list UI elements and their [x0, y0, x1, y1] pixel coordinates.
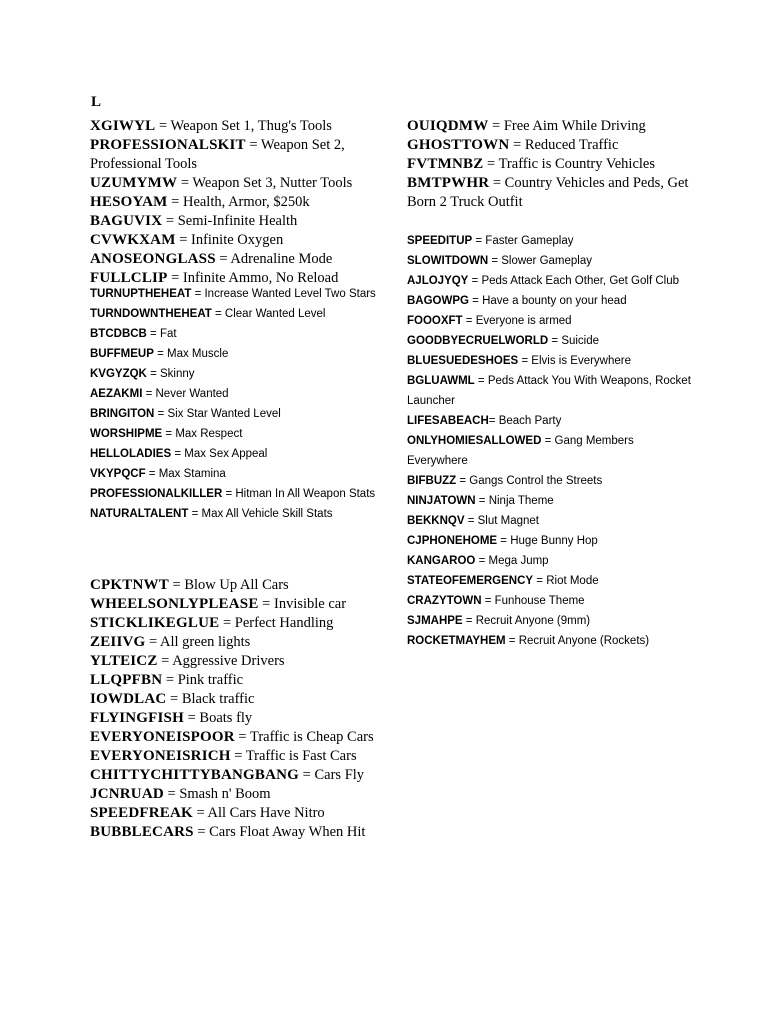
- cheat-description: Funhouse Theme: [494, 595, 585, 607]
- cheat-description: Elvis is Everywhere: [531, 355, 631, 367]
- cheat-description: Fat: [159, 328, 177, 340]
- cheat-description: Hitman In All Weapon Stats: [235, 488, 376, 500]
- cheat-entry: KVGYZQK = Skinny: [90, 368, 195, 380]
- cheat-entry: BEKKNQV = Slut Magnet: [407, 515, 539, 527]
- cheat-entry: IOWDLAC = Black traffic: [90, 691, 255, 707]
- cheat-description: Everyone is armed: [475, 315, 572, 327]
- cheat-description: Health, Armor, $250k: [182, 194, 310, 210]
- left-serif-bottom-list: [90, 576, 380, 842]
- cheat-code: NATURALTALENT: [90, 508, 189, 520]
- cheat-entry: FULLCLIP = Infinite Ammo, No Reload: [90, 270, 339, 286]
- cheat-entry: XGIWYL = Weapon Set 1, Thug's Tools: [90, 118, 332, 134]
- cheat-code: HESOYAM: [90, 194, 168, 210]
- cheat-entry: LLQPFBN = Pink traffic: [90, 672, 244, 688]
- cheat-entry: TURNDOWNTHEHEAT = Clear Wanted Level: [90, 308, 326, 320]
- cheat-description: Infinite Oxygen: [191, 232, 284, 248]
- cheat-code: SPEEDFREAK: [90, 805, 193, 821]
- cheat-code: TURNUPTHEHEAT: [90, 288, 192, 300]
- cheat-code: HELLOLADIES: [90, 448, 172, 460]
- cheat-entry: UZUMYMW = Weapon Set 3, Nutter Tools: [90, 175, 353, 191]
- cheat-description: Weapon Set 3, Nutter Tools: [192, 175, 353, 191]
- cheat-description: Beach Party: [498, 415, 562, 427]
- cheat-description: Slut Magnet: [477, 515, 539, 527]
- cheat-entry: ONLYHOMIESALLOWED = Gang Members Everywhere: [407, 435, 634, 467]
- cheat-code: KANGAROO: [407, 555, 476, 567]
- cheat-code: CPKTNWT: [90, 577, 169, 593]
- cheat-code: LLQPFBN: [90, 672, 163, 688]
- cheat-code: OUIQDMW: [407, 118, 489, 134]
- cheat-entry: TURNUPTHEHEAT = Increase Wanted Level Two Stars: [90, 288, 376, 300]
- cheat-entry: PROFESSIONALKILLER = Hitman In All Weapon Stats: [90, 488, 376, 500]
- cheat-entry: PROFESSIONALSKIT = Weapon Set 2, Professional Tools: [90, 137, 345, 172]
- cheat-code: EVERYONEISPOOR: [90, 729, 235, 745]
- cheat-entry: CRAZYTOWN = Funhouse Theme: [407, 595, 585, 607]
- cheat-code: BIFBUZZ: [407, 475, 457, 487]
- cheat-description: Smash n' Boom: [179, 786, 271, 802]
- cheat-entry: NATURALTALENT = Max All Vehicle Skill Stats: [90, 508, 333, 520]
- cheat-code: TURNDOWNTHEHEAT: [90, 308, 212, 320]
- cheat-code: SJMAHPE: [407, 615, 463, 627]
- cheat-description: Weapon Set 1, Thug's Tools: [170, 118, 332, 134]
- cheat-description: Aggressive Drivers: [172, 653, 285, 669]
- cheat-code: WHEELSONLYPLEASE: [90, 596, 259, 612]
- cheat-entry: HELLOLADIES = Max Sex Appeal: [90, 448, 268, 460]
- cheat-code: GHOSTTOWN: [407, 137, 510, 153]
- cheat-description: All Cars Have Nitro: [207, 805, 325, 821]
- cheat-entry: BLUESUEDESHOES = Elvis is Everywhere: [407, 355, 631, 367]
- cheat-code: PROFESSIONALKILLER: [90, 488, 223, 500]
- cheat-description: Recruit Anyone (Rockets): [518, 635, 650, 647]
- cheat-code: STICKLIKEGLUE: [90, 615, 220, 631]
- cheat-description: Max Respect: [175, 428, 243, 440]
- cheat-description: Cars Float Away When Hit: [209, 824, 366, 840]
- cheat-code: BTCDBCB: [90, 328, 147, 340]
- cheat-entry: AJLOJYQY = Peds Attack Each Other, Get Golf Club: [407, 275, 679, 287]
- cheat-description: Suicide: [561, 335, 600, 347]
- cheat-description: Boats fly: [199, 710, 253, 726]
- right-sans-list: [407, 231, 697, 651]
- cheat-entry: SLOWITDOWN = Slower Gameplay: [407, 255, 592, 267]
- cheat-entry: JCNRUAD = Smash n' Boom: [90, 786, 271, 802]
- cheat-description: Max All Vehicle Skill Stats: [201, 508, 333, 520]
- cheat-description: Max Sex Appeal: [184, 448, 268, 460]
- page-letter-heading: L: [91, 94, 102, 110]
- cheat-entry: WHEELSONLYPLEASE = Invisible car: [90, 596, 347, 612]
- cheat-code: SPEEDITUP: [407, 235, 473, 247]
- cheat-description: Invisible car: [273, 596, 347, 612]
- cheat-entry: OUIQDMW = Free Aim While Driving: [407, 118, 646, 134]
- cheat-description: Slower Gameplay: [501, 255, 592, 267]
- cheat-description: Riot Mode: [546, 575, 599, 587]
- cheat-code: SLOWITDOWN: [407, 255, 489, 267]
- left-sans-list: [90, 284, 380, 524]
- cheat-description: Weapon Set 2, Professional Tools: [90, 137, 345, 172]
- cheat-entry: LIFESABEACH= Beach Party: [407, 415, 562, 427]
- cheat-entry: BIFBUZZ = Gangs Control the Streets: [407, 475, 603, 487]
- cheat-entry: NINJATOWN = Ninja Theme: [407, 495, 554, 507]
- cheat-description: Increase Wanted Level Two Stars: [204, 288, 376, 300]
- cheat-entry: YLTEICZ = Aggressive Drivers: [90, 653, 285, 669]
- cheat-code: BEKKNQV: [407, 515, 465, 527]
- cheat-description: Faster Gameplay: [485, 235, 574, 247]
- cheat-code: PROFESSIONALSKIT: [90, 137, 246, 153]
- cheat-entry: STICKLIKEGLUE = Perfect Handling: [90, 615, 334, 631]
- cheat-entry: AEZAKMI = Never Wanted: [90, 388, 229, 400]
- left-serif-top-list: [90, 117, 380, 288]
- cheat-description: Skinny: [159, 368, 195, 380]
- cheat-code: BAGOWPG: [407, 295, 469, 307]
- cheat-code: CVWKXAM: [90, 232, 176, 248]
- cheat-description: Traffic is Country Vehicles: [498, 156, 655, 172]
- cheat-entry: BGLUAWML = Peds Attack You With Weapons, Rocket Launcher: [407, 375, 691, 407]
- cheat-entry: STATEOFEMERGENCY = Riot Mode: [407, 575, 599, 587]
- cheat-code: ANOSEONGLASS: [90, 251, 216, 267]
- cheat-description: Never Wanted: [155, 388, 229, 400]
- cheat-description: Ninja Theme: [488, 495, 554, 507]
- cheat-entry: SJMAHPE = Recruit Anyone (9mm): [407, 615, 591, 627]
- cheat-entry: VKYPQCF = Max Stamina: [90, 468, 226, 480]
- cheat-entry: ZEIIVG = All green lights: [90, 634, 251, 650]
- cheat-code: WORSHIPME: [90, 428, 163, 440]
- cheat-description: Traffic is Cheap Cars: [249, 729, 374, 745]
- cheat-code: GOODBYECRUELWORLD: [407, 335, 549, 347]
- cheat-code: CJPHONEHOME: [407, 535, 498, 547]
- cheat-description: Country Vehicles and Peds, Get Born 2 Truck Outfit: [407, 175, 689, 210]
- cheat-description: Adrenaline Mode: [230, 251, 333, 267]
- cheat-entry: FLYINGFISH = Boats fly: [90, 710, 253, 726]
- right-serif-list: [407, 117, 697, 212]
- cheat-entry: FOOOXFT = Everyone is armed: [407, 315, 572, 327]
- cheat-entry: BUFFMEUP = Max Muscle: [90, 348, 229, 360]
- cheat-description: Black traffic: [181, 691, 255, 707]
- cheat-entry: CPKTNWT = Blow Up All Cars: [90, 577, 289, 593]
- cheat-code: STATEOFEMERGENCY: [407, 575, 534, 587]
- cheat-entry: KANGAROO = Mega Jump: [407, 555, 549, 567]
- cheat-code: YLTEICZ: [90, 653, 158, 669]
- cheat-code: EVERYONEISRICH: [90, 748, 231, 764]
- cheat-entry: ROCKETMAYHEM = Recruit Anyone (Rockets): [407, 635, 650, 647]
- cheat-code: ZEIIVG: [90, 634, 146, 650]
- cheat-description: Blow Up All Cars: [184, 577, 289, 593]
- cheat-code: AJLOJYQY: [407, 275, 469, 287]
- cheat-code: ONLYHOMIESALLOWED: [407, 435, 542, 447]
- cheat-description: Max Muscle: [167, 348, 229, 360]
- cheat-entry: SPEEDFREAK = All Cars Have Nitro: [90, 805, 325, 821]
- cheat-code: CHITTYCHITTYBANGBANG: [90, 767, 300, 783]
- cheat-entry: GOODBYECRUELWORLD = Suicide: [407, 335, 600, 347]
- cheat-entry: BMTPWHR = Country Vehicles and Peds, Get Born 2 Truck Outfit: [407, 175, 689, 210]
- cheat-entry: CHITTYCHITTYBANGBANG = Cars Fly: [90, 767, 365, 783]
- cheat-code: AEZAKMI: [90, 388, 143, 400]
- cheat-code: ROCKETMAYHEM: [407, 635, 506, 647]
- cheat-code: JCNRUAD: [90, 786, 164, 802]
- cheat-description: Peds Attack Each Other, Get Golf Club: [481, 275, 679, 287]
- cheat-entry: SPEEDITUP = Faster Gameplay: [407, 235, 574, 247]
- cheat-entry: BTCDBCB = Fat: [90, 328, 177, 340]
- cheat-code: BUBBLECARS: [90, 824, 194, 840]
- cheat-description: Infinite Ammo, No Reload: [182, 270, 339, 286]
- cheat-description: Cars Fly: [314, 767, 365, 783]
- cheat-description: Max Stamina: [158, 468, 226, 480]
- cheat-entry: BAGOWPG = Have a bounty on your head: [407, 295, 627, 307]
- cheat-description: Peds Attack You With Weapons, Rocket Launcher: [407, 375, 691, 407]
- cheat-description: Mega Jump: [488, 555, 549, 567]
- cheat-code: CRAZYTOWN: [407, 595, 482, 607]
- cheat-description: Pink traffic: [177, 672, 244, 688]
- cheat-description: Recruit Anyone (9mm): [475, 615, 591, 627]
- cheat-entry: CJPHONEHOME = Huge Bunny Hop: [407, 535, 598, 547]
- cheat-description: Huge Bunny Hop: [510, 535, 598, 547]
- cheat-description: Traffic is Fast Cars: [245, 748, 357, 764]
- cheat-entry: HESOYAM = Health, Armor, $250k: [90, 194, 310, 210]
- cheat-entry: FVTMNBZ = Traffic is Country Vehicles: [407, 156, 655, 172]
- cheat-description: Reduced Traffic: [524, 137, 619, 153]
- cheat-code: FULLCLIP: [90, 270, 168, 286]
- cheat-code: BGLUAWML: [407, 375, 475, 387]
- cheat-description: All green lights: [160, 634, 251, 650]
- cheat-description: Semi-Infinite Health: [177, 213, 298, 229]
- cheat-code: KVGYZQK: [90, 368, 147, 380]
- cheat-entry: WORSHIPME = Max Respect: [90, 428, 243, 440]
- cheat-code: FOOOXFT: [407, 315, 463, 327]
- cheat-entry: EVERYONEISRICH = Traffic is Fast Cars: [90, 748, 357, 764]
- cheat-description: Gangs Control the Streets: [469, 475, 603, 487]
- cheat-code: BMTPWHR: [407, 175, 490, 191]
- cheat-code: FLYINGFISH: [90, 710, 184, 726]
- cheat-entry: CVWKXAM = Infinite Oxygen: [90, 232, 284, 248]
- cheat-code: IOWDLAC: [90, 691, 167, 707]
- cheat-description: Perfect Handling: [234, 615, 334, 631]
- cheat-description: Six Star Wanted Level: [167, 408, 281, 420]
- cheat-description: Have a bounty on your head: [482, 295, 627, 307]
- cheat-entry: GHOSTTOWN = Reduced Traffic: [407, 137, 619, 153]
- cheat-entry: BRINGITON = Six Star Wanted Level: [90, 408, 281, 420]
- cheat-description: Free Aim While Driving: [503, 118, 646, 134]
- cheat-code: UZUMYMW: [90, 175, 178, 191]
- cheat-code: LIFESABEACH: [407, 415, 489, 427]
- cheat-code: XGIWYL: [90, 118, 156, 134]
- cheat-entry: BAGUVIX = Semi-Infinite Health: [90, 213, 298, 229]
- cheat-code: BUFFMEUP: [90, 348, 154, 360]
- cheat-code: BLUESUEDESHOES: [407, 355, 519, 367]
- cheat-code: FVTMNBZ: [407, 156, 484, 172]
- cheat-entry: EVERYONEISPOOR = Traffic is Cheap Cars: [90, 729, 374, 745]
- cheat-description: Clear Wanted Level: [224, 308, 326, 320]
- cheat-entry: ANOSEONGLASS = Adrenaline Mode: [90, 251, 333, 267]
- cheat-code: BAGUVIX: [90, 213, 163, 229]
- cheat-code: BRINGITON: [90, 408, 155, 420]
- cheat-code: VKYPQCF: [90, 468, 146, 480]
- cheat-description: Gang Members Everywhere: [407, 435, 634, 467]
- cheat-entry: BUBBLECARS = Cars Float Away When Hit: [90, 824, 366, 840]
- cheat-code: NINJATOWN: [407, 495, 476, 507]
